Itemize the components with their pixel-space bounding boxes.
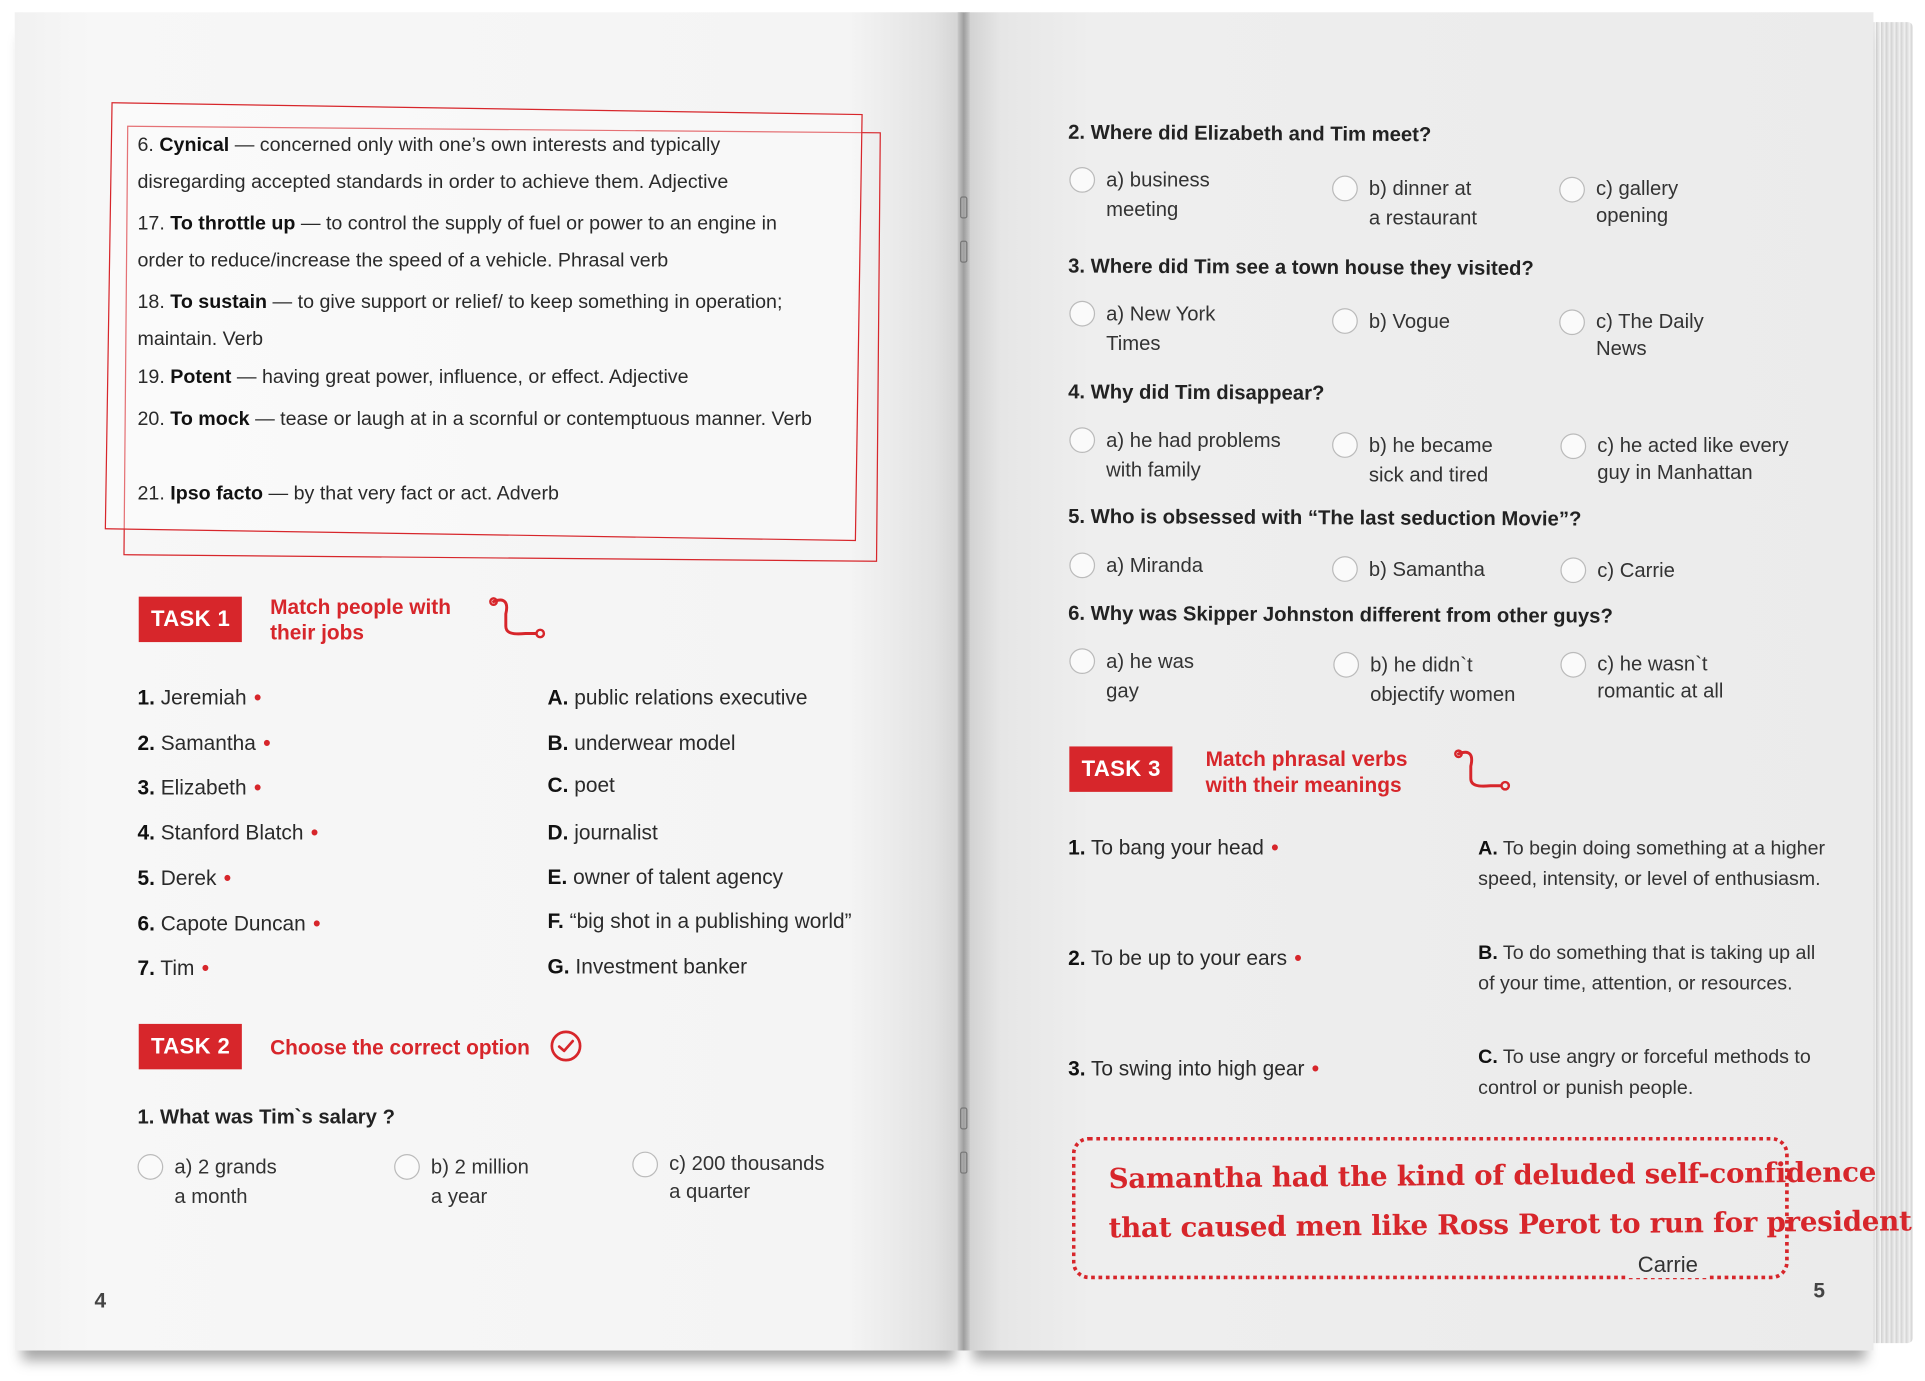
question-5: 5. Who is obsessed with “The last seduction Movie”? xyxy=(1068,505,1582,531)
phrasal-verb-item: 3. To swing into high gear • xyxy=(1068,1057,1320,1081)
answer-option[interactable]: c) he wasn`t romantic at all xyxy=(1597,651,1723,705)
checkmark-circle-icon xyxy=(549,1029,583,1063)
binding-staple xyxy=(960,196,967,218)
question-3: 3. Where did Tim see a town house they visited? xyxy=(1068,255,1534,280)
answer-option[interactable]: b) Samantha xyxy=(1369,555,1485,584)
page-number-right: 5 xyxy=(1813,1279,1825,1303)
person-item: 3. Elizabeth • xyxy=(137,775,262,800)
radio-button[interactable] xyxy=(1333,652,1359,678)
answer-option[interactable]: c) The Daily News xyxy=(1596,308,1704,362)
radio-button[interactable] xyxy=(1559,177,1585,203)
answer-option[interactable]: b) he became sick and tired xyxy=(1369,431,1493,490)
radio-button[interactable] xyxy=(1332,176,1358,202)
job-item: E. owner of talent agency xyxy=(547,865,784,889)
radio-button[interactable] xyxy=(1332,432,1358,458)
vocab-item: 19. Potent — having great power, influence, or effect. Adjective xyxy=(137,367,689,388)
radio-button[interactable] xyxy=(1069,167,1095,193)
radio-button[interactable] xyxy=(1560,557,1586,583)
quote-author: Carrie xyxy=(1628,1252,1708,1278)
radio-button[interactable] xyxy=(394,1154,420,1180)
radio-button[interactable] xyxy=(632,1152,658,1178)
task1-badge: TASK 1 xyxy=(139,597,243,642)
answer-option[interactable]: a) he had problems with family xyxy=(1106,426,1281,485)
radio-button[interactable] xyxy=(1069,648,1095,674)
page-number-left: 4 xyxy=(94,1289,107,1313)
task1-title: Match people with their jobs xyxy=(270,595,451,645)
question-6: 6. Why was Skipper Johnston different from other guys? xyxy=(1068,602,1613,628)
radio-button[interactable] xyxy=(1332,556,1358,582)
vocab-item: 20. To mock — tease or laugh at in a scornful or contemptuous manner. Verb xyxy=(137,408,812,430)
question-1: 1. What was Tim`s salary ? xyxy=(137,1106,395,1129)
answer-option[interactable]: a) Miranda xyxy=(1106,551,1203,580)
radio-button[interactable] xyxy=(1560,652,1586,678)
curved-arrow-icon xyxy=(1451,746,1515,795)
person-item: 6. Capote Duncan • xyxy=(137,912,321,936)
answer-option[interactable]: a) New York Times xyxy=(1106,300,1215,359)
task3-badge: TASK 3 xyxy=(1069,746,1173,791)
question-2: 2. Where did Elizabeth and Tim meet? xyxy=(1068,121,1432,147)
person-item: 4. Stanford Blatch • xyxy=(137,821,319,845)
person-item: 2. Samantha • xyxy=(137,731,271,756)
radio-button[interactable] xyxy=(1560,433,1586,459)
phrasal-verb-item: 2. To be up to your ears • xyxy=(1068,946,1302,970)
radio-button[interactable] xyxy=(1559,309,1585,335)
person-item: 5. Derek • xyxy=(137,866,232,891)
answer-option[interactable]: b) Vogue xyxy=(1369,307,1450,336)
radio-button[interactable] xyxy=(1069,427,1095,453)
answer-option[interactable]: a) he was gay xyxy=(1106,647,1194,706)
answer-option[interactable]: a) business meeting xyxy=(1106,166,1210,225)
answer-option[interactable]: b) dinner at a restaurant xyxy=(1369,174,1477,233)
answer-option[interactable]: c) 200 thousands a quarter xyxy=(669,1150,824,1206)
quote-line-2: that caused men like Ross Perot to run for president xyxy=(1108,1205,1912,1245)
binding-staple xyxy=(960,241,967,263)
vocab-item: 21. Ipso facto — by that very fact or act. Adverb xyxy=(137,483,559,505)
job-item: G. Investment banker xyxy=(547,955,748,979)
person-item: 7. Tim • xyxy=(137,956,210,980)
answer-option[interactable]: c) Carrie xyxy=(1597,556,1675,585)
job-item: F. “big shot in a publishing world” xyxy=(547,909,852,934)
meaning-item: A. To begin doing something at a higher speed, intensity, or level of enthusiasm. xyxy=(1478,838,1826,891)
task2-title: Choose the correct option xyxy=(270,1036,530,1060)
binding-staple xyxy=(960,1152,967,1174)
phrasal-verb-item: 1. To bang your head • xyxy=(1068,836,1279,860)
task3-title: Match phrasal verbs with their meanings xyxy=(1205,747,1408,797)
binding-staple xyxy=(960,1107,967,1129)
answer-option[interactable]: b) he didn`t objectify women xyxy=(1370,651,1515,710)
task2-badge: TASK 2 xyxy=(139,1024,243,1069)
job-item: A. public relations executive xyxy=(547,686,808,710)
person-item: 1. Jeremiah • xyxy=(137,686,262,710)
curved-arrow-icon xyxy=(486,594,550,643)
answer-option[interactable]: c) gallery opening xyxy=(1596,176,1678,230)
job-item: B. underwear model xyxy=(547,731,736,756)
radio-button[interactable] xyxy=(138,1154,164,1180)
answer-option[interactable]: b) 2 million a year xyxy=(431,1153,529,1212)
vocab-item: 18. To sustain — to give support or relief/ to keep something in operation; maintain. Verb xyxy=(137,292,783,350)
answer-option[interactable]: c) he acted like every guy in Manhattan xyxy=(1597,432,1788,486)
meaning-item: B. To do something that is taking up all of your time, attention, or resources. xyxy=(1478,942,1816,995)
radio-button[interactable] xyxy=(1332,308,1358,334)
meaning-item: C. To use angry or forceful methods to control or punish people. xyxy=(1478,1047,1811,1099)
answer-option[interactable]: a) 2 grands a month xyxy=(174,1153,276,1212)
radio-button[interactable] xyxy=(1069,301,1095,327)
vocab-item: 6. Cynical — concerned only with one’s own interests and typically disregarding accepted standards in order to achieve them. Adjective xyxy=(137,135,729,193)
question-4: 4. Why did Tim disappear? xyxy=(1068,381,1325,405)
quote-line-1: Samantha had the kind of deluded self-confidence xyxy=(1108,1156,1877,1196)
vocab-item: 17. To throttle up — to control the supply of fuel or power to an engine in order to reduce/increase the speed of a vehicle. Phrasal verb xyxy=(137,213,777,272)
radio-button[interactable] xyxy=(1069,552,1095,578)
job-item: C. poet xyxy=(547,773,615,797)
job-item: D. journalist xyxy=(547,821,658,845)
